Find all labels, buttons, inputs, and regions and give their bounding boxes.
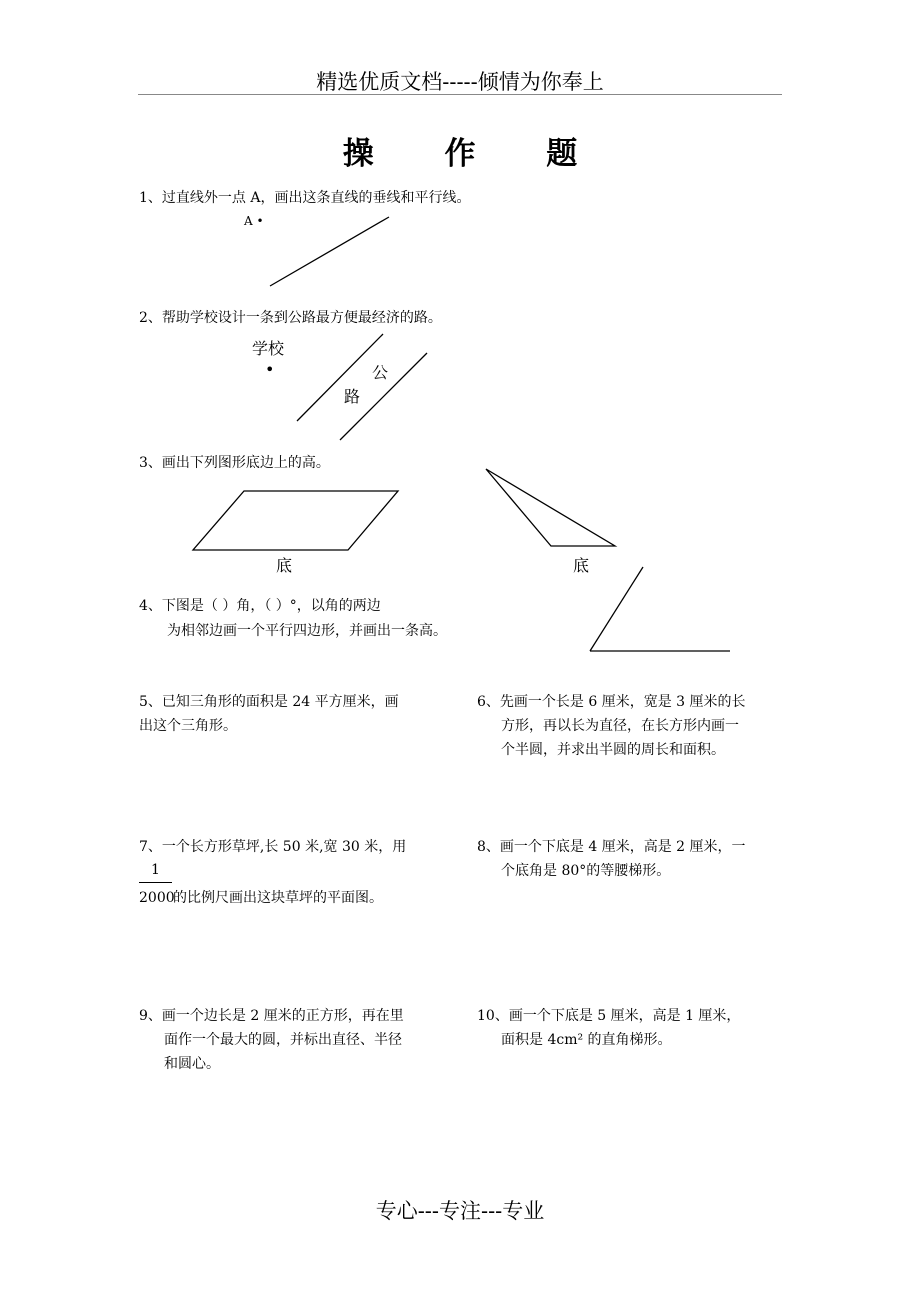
q2-road-char-2: 路 [344,387,361,406]
q9-text-line2: 面作一个最大的圆，并标出直径、半径 [164,1032,402,1048]
q7-fraction-denominator: 2000 [139,890,175,906]
q6-text-line1: 6、先画一个长是 6 厘米，宽是 3 厘米的长 [477,694,746,710]
q3-base-label-2: 底 [573,556,590,575]
q1-point-a: A • [244,214,264,228]
q7-fraction-numerator: 1 [151,862,160,878]
q4-text-line1: 4、下图是（ ）角，（ ）°，以角的两边 [139,598,381,614]
page-title: 操 作 题 [342,136,608,172]
q7-text-line1: 7、一个长方形草坪,长 50 米,宽 30 米，用 [139,839,407,855]
q5-text-line2: 出这个三角形。 [139,718,237,734]
q1-text: 1、过直线外一点 A，画出这条直线的垂线和平行线。 [139,190,471,206]
q6-text-line3: 个半圆，并求出半圆的周长和面积。 [501,742,725,758]
q6-text-line2: 方形，再以长为直径，在长方形内画一 [501,718,739,734]
q2-road-edge-1 [297,334,383,421]
q1-line [270,217,389,286]
q8-text-line1: 8、画一个下底是 4 厘米，高是 2 厘米，一 [477,839,746,855]
q3-triangle [486,469,615,546]
q3-base-label-1: 底 [276,556,293,575]
q7-fraction-bar [139,882,172,883]
q8-text-line2: 个底角是 80°的等腰梯形。 [501,863,671,879]
q3-parallelogram [193,491,398,550]
q2-text: 2、帮助学校设计一条到公路最方便最经济的路。 [139,310,442,326]
page-header: 精选优质文档-----倾情为你奉上 [316,70,604,94]
q7-text-line2: 的比例尺画出这块草坪的平面图。 [173,890,383,906]
q3-text: 3、画出下列图形底边上的高。 [139,455,330,471]
q4-angle-ray-2 [590,567,643,651]
q5-text-line1: 5、已知三角形的面积是 24 平方厘米，画 [139,694,399,710]
q2-school-label: 学校 [252,339,285,358]
page-footer: 专心---专注---专业 [375,1199,545,1223]
q2-road-char-1: 公 [372,363,389,382]
q2-school-dot: • [265,360,275,379]
q10-text-line1: 10、画一个下底是 5 厘米，高是 1 厘米， [477,1008,741,1024]
q4-text-line2: 为相邻边画一个平行四边形，并画出一条高。 [167,623,447,639]
q9-text-line3: 和圆心。 [164,1056,220,1072]
q10-text-line2: 面积是 4cm² 的直角梯形。 [501,1032,672,1048]
q9-text-line1: 9、画一个边长是 2 厘米的正方形，再在里 [139,1008,404,1024]
